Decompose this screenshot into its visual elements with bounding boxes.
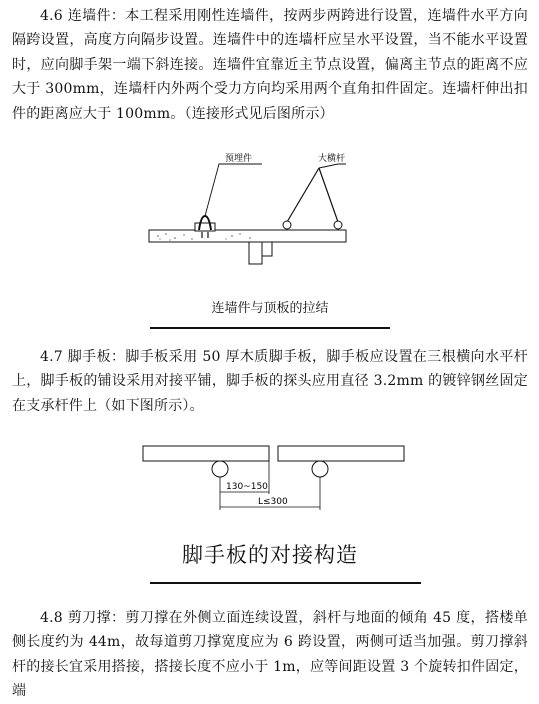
tube-left [212,461,228,477]
tube-right [312,461,328,477]
figure-1-caption: 连墙件与顶板的拉结 [211,301,329,316]
dim-outer: L≤300 [258,497,288,507]
board-right [278,446,404,461]
section-4-6-paragraph: 4.6 连墙件：本工程采用刚性连墙件，按两步两跨进行设置，连墙件水平方向隔跨设置，高度方向隔步设置。连墙件中的连墙杆应呈水平设置，当不能水平设置时，应向脚手架一端下斜连接。连墙件宜靠近主节点设置，偏离主节点的距离不应大于 300mm，连墙杆内外两个受力方向均采用两个直角扣件固定。连墙杆伸出扣件的距离应大于 100mm。（连接形式见后图所示） [12,8,528,122]
leader-embedded [205,164,262,216]
wall-tie-diagram [0,150,539,270]
coupler-left [283,221,291,229]
section-4-7-paragraph: 4.7 脚手板：脚手板采用 50 厚木质脚手板，脚手板应设置在三根横向水平杆上，脚手板的铺设采用对接平铺，脚手板的探头应用直径 3.2mm 的镀锌钢丝固定在支承杆件上（如下图所示）。 [12,349,528,414]
board-left [143,446,269,461]
slab [149,230,346,242]
beam [249,242,262,264]
label-ledger: 大横杆 [318,154,346,164]
section-4-8-paragraph: 4.8 剪刀撑：剪刀撑在外侧立面连续设置，斜杆与地面的倾角 45 度，搭楼单侧长度约为 44m，故每道剪刀撑宽度应为 6 跨设置，两侧可适当加强。剪刀撑斜杆的接长宜采用搭接，搭接长度不应小于 1m，应等间距设置 3 个旋转扣件固定，端 [12,610,528,700]
label-embedded-part: 预埋件 [225,154,253,164]
board-joint-diagram [0,440,539,520]
figure-2-rule [150,582,421,584]
coupler-right [334,221,342,229]
figure-1-rule [150,327,390,329]
dim-inner: 130~150 [226,482,268,492]
figure-2-caption: 脚手板的对接构造 [182,543,358,567]
beam-haunch [262,242,272,256]
